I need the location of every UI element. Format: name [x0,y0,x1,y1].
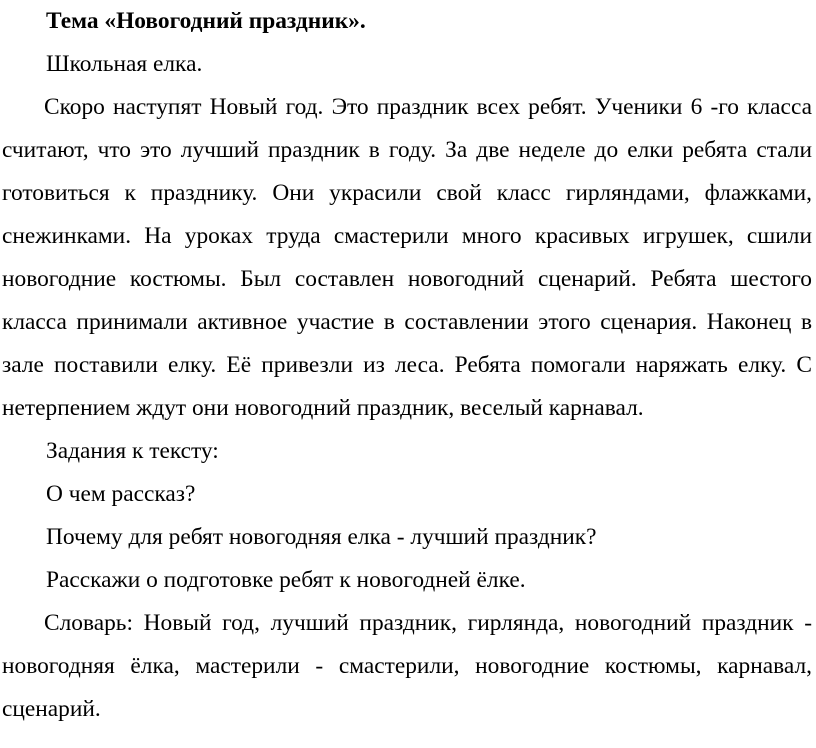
question-2: Почему для ребят новогодняя елка - лучший праздник? [46,524,597,550]
question-1: О чем рассказ? [46,481,196,507]
story-paragraph: Скоро наступят Новый год. Это праздник всех ребят. Ученики 6 -го класса считают, что это лучший праздник в году. За две неделе до елки ребята стали готовиться к празднику. Они украсили свой класс гирляндами, флажками, снежинками. На уроках труда смастерили много красивых игрушек, сшили новогодние костюмы. Был составлен новогодний сценарий. Ребята шестого класса принимали активное участие в составлении этого сценария. Наконец в зале поставили елку. Её привезли из леса. Ребята помогали наряжать елку. С нетерпением ждут они новогодний праздник, веселый карнавал. [2,94,812,421]
document-title: Тема «Новогодний праздник». [46,8,366,34]
story-subtitle: Школьная елка. [46,51,203,77]
vocabulary-paragraph: Словарь: Новый год, лучший праздник, гирлянда, новогодний праздник - новогодняя ёлка, мастерили - смастерили, новогодние костюмы, карнавал, сценарий. [2,610,812,722]
question-3: Расскажи о подготовке ребят к новогодней ёлке. [46,567,526,593]
tasks-heading: Задания к тексту: [46,438,219,464]
